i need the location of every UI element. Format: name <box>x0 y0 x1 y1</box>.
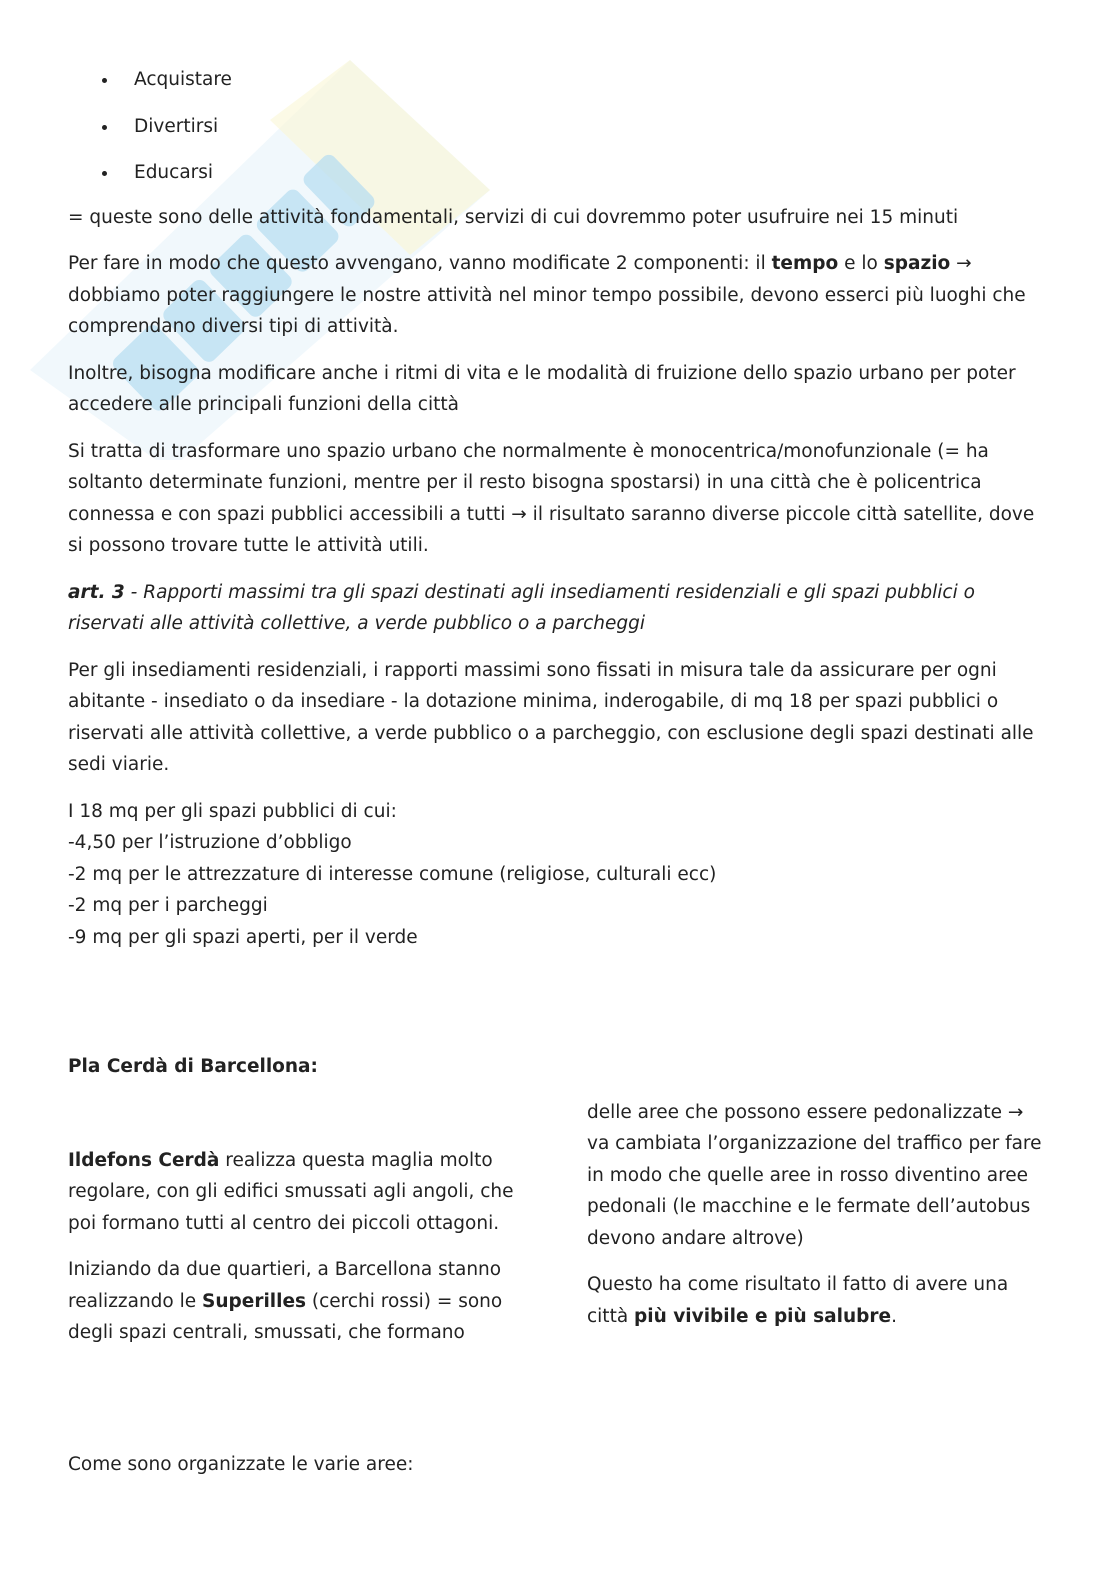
paragraph-life-rhythms: Inoltre, bisogna modificare anche i ritmi di vita e le modalità di fruizione dello spazio urbano per poter accedere alle principali funzioni della città <box>68 362 1016 415</box>
paragraph-fundamental-activities: = queste sono delle attività fondamentali, servizi di cui dovremmo poter usufruire nei 15 minuti <box>68 206 959 228</box>
paragraph-result: Questo ha come risultato il fatto di avere una città più vivibile e più salubre. <box>587 1274 1009 1327</box>
right-column <box>587 1097 1043 1348</box>
list-item: I 18 mq per gli spazi pubblici di cui: <box>68 800 397 822</box>
paragraph-residential-ratios: Per gli insediamenti residenziali, i rapporti massimi sono fissati in misura tale da assicurare per ogni abitante - insediato o da insediare - la dotazione minima, inderogabile, di mq 18 per spazi pubblici o riservati alle attività collettive, a verde pubblico o a parcheggio, con esclusione degli spazi destinati alle sedi viarie. <box>68 659 1034 775</box>
list-item: Acquistare <box>68 62 1043 109</box>
bullet-icon <box>102 125 107 130</box>
mq-breakdown-list <box>68 796 1043 954</box>
paragraph-cerda: Ildefons Cerdà realizza questa maglia molto regolare, con gli edifici smussati agli angoli, che poi formano tutti al centro dei piccoli ottagoni. <box>68 1149 514 1234</box>
paragraph-pedestrian-areas: delle aree che possono essere pedonalizzate → va cambiata l’organizzazione del traffico per fare in modo che quelle aree in rosso diventino aree pedonali (le macchine e le fermate dell’autobus devono andare altrove) <box>587 1101 1042 1249</box>
section-title: Pla Cerdà di Barcellona: <box>68 1056 318 1077</box>
left-column <box>68 1145 528 1364</box>
article-3-heading: art. 3 - Rapporti massimi tra gli spazi destinati agli insediamenti residenziali e gli spazi pubblici o riservati alle attività collettive, a verde pubblico o a parcheggi <box>68 581 975 634</box>
paragraph-closing: Come sono organizzate le varie aree: <box>68 1453 414 1475</box>
bullet-icon <box>102 171 107 176</box>
paragraph-components: Per fare in modo che questo avvengano, vanno modificate 2 componenti: il tempo e lo spazio → dobbiamo poter raggiungere le nostre attività nel minor tempo possibile, devono esserci più luoghi che comprendano diversi tipi di attività. <box>68 253 1026 337</box>
bullet-icon <box>102 78 107 83</box>
list-item: -2 mq per i parcheggi <box>68 895 268 916</box>
document-page <box>68 62 1043 1495</box>
list-item: -9 mq per gli spazi aperti, per il verde <box>68 926 418 948</box>
two-column-section <box>68 1097 1043 1427</box>
paragraph-superilles: Iniziando da due quartieri, a Barcellona stanno realizzando le Superilles (cerchi rossi) = sono degli spazi centrali, smussati, che formano <box>68 1259 503 1343</box>
paragraph-urban-transformation: Si tratta di trasformare uno spazio urbano che normalmente è monocentrica/monofunzionale (= ha soltanto determinate funzioni, mentre per il resto bisogna spostarsi) in una città che è policentrica connessa e con spazi pubblici accessibili a tutti → il risultato saranno diverse piccole città satellite, dove si possono trovare tutte le attività utili. <box>68 440 1035 556</box>
list-item: -4,50 per l’istruzione d’obbligo <box>68 832 352 853</box>
list-item: Educarsi <box>68 155 1043 202</box>
activity-bullet-list <box>68 62 1043 202</box>
list-item: -2 mq per le attrezzature di interesse comune (religiose, culturali ecc) <box>68 863 717 885</box>
list-item: Divertirsi <box>68 109 1043 156</box>
